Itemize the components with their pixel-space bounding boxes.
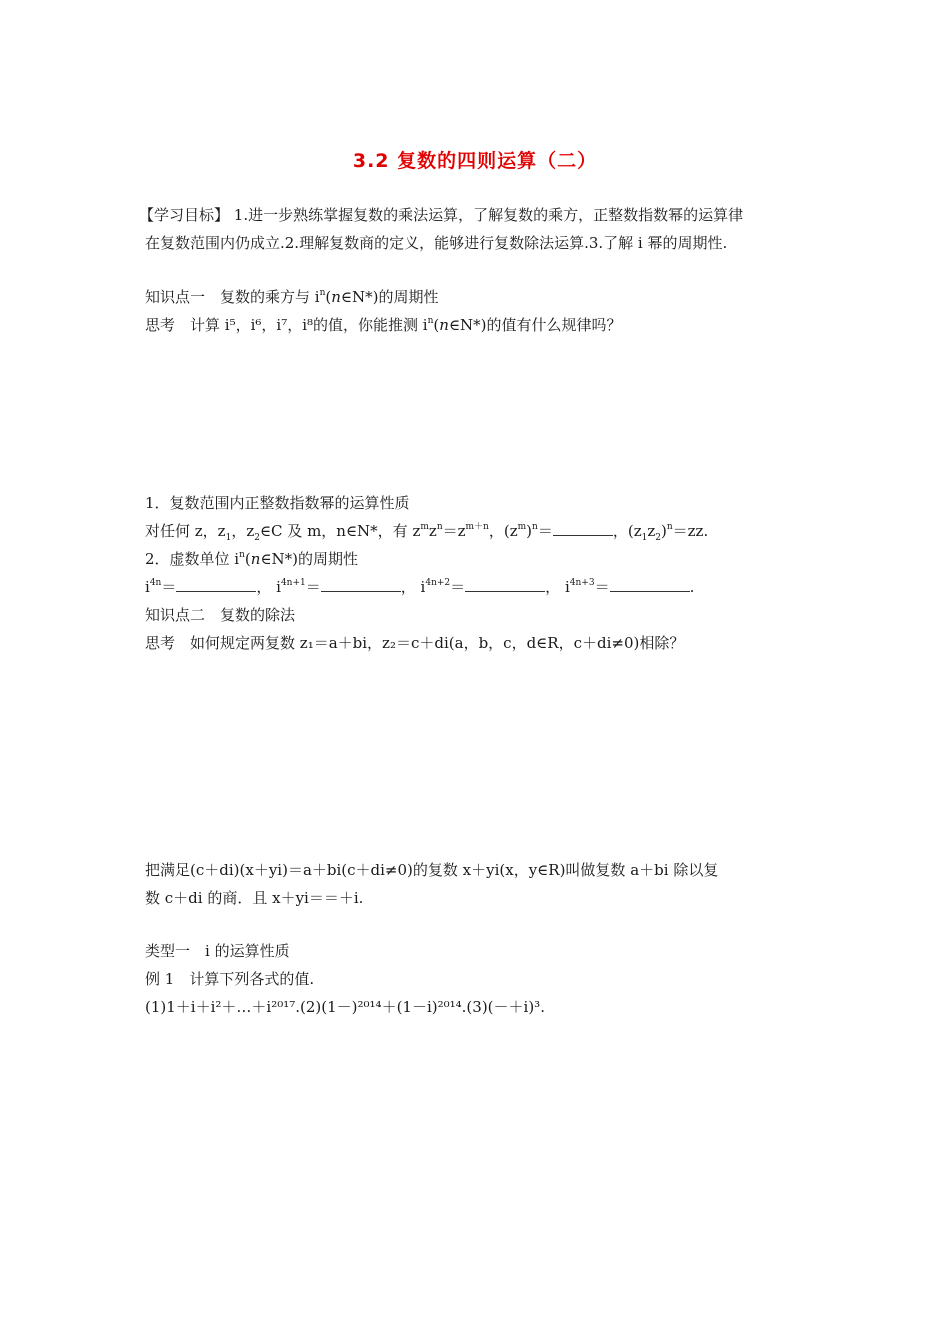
example-1-items: (1)1＋i＋i²＋…＋i²⁰¹⁷.(2)(1－)²⁰¹⁴＋(1－i)²⁰¹⁴.(3)(－＋i)³. [145, 998, 545, 1016]
answer-blank[interactable] [553, 521, 613, 536]
learning-goals-text: 1.进一步熟练掌握复数的乘法运算，了解复数的乘方，正整数指数幂的运算律 [233, 206, 744, 224]
think-label: 思考 [145, 316, 176, 334]
type-1-heading: 类型一 i 的运算性质 [145, 942, 290, 960]
think-question-1: 思考 计算 i⁵，i⁶，i⁷，i⁸的值，你能推测 $i^n(n\in N*)$的值有什么规律吗？ [145, 316, 622, 334]
property-2-blanks: $i^{4n}=$ ， $i^{4n+1}=$ ， $i^{4n+2}=$ ， $i^{4n+3}=$ . [145, 578, 695, 596]
property-1-heading: 1．复数范围内正整数指数幂的运算性质 [145, 494, 410, 512]
knowledge-point-1-heading: 知识点一 复数的乘方与 $i^n(n\in N*)$的周期性 [145, 288, 439, 306]
answer-blank[interactable] [321, 577, 401, 592]
property-1-statement: 对任何 z，$z_1$，$z_2\in C$ 及 m，n∈N*，有 $z^mz^n=z^{m+n}$，$(z^m)^n=$ ，$(z_1z_2)^n=zz$. [145, 522, 709, 543]
property-2-heading: 2．虚数单位 $i^n(n\in N*)$的周期性 [145, 550, 359, 568]
division-definition-line2: 数 c＋di 的商．且 x＋yi＝＝＋i. [145, 889, 364, 907]
page-title: 3.2 复数的四则运算（二） [352, 150, 598, 172]
knowledge-point-2-heading: 知识点二 复数的除法 [145, 606, 296, 624]
think-question-2: 思考 如何规定两复数 z₁＝a＋bi，z₂＝c＋di(a，b，c，d∈R，c＋di≠0)相除？ [145, 634, 685, 652]
answer-blank[interactable] [610, 577, 690, 592]
learning-goals-label: 【学习目标】 [139, 206, 230, 224]
learning-goals [139, 205, 743, 225]
learning-goals-line2: 在复数范围内仍成立.2.理解复数商的定义，能够进行复数除法运算.3.了解 i 幂的周期性. [145, 234, 728, 252]
example-1-heading: 例 1 计算下列各式的值. [145, 970, 315, 988]
think-label: 思考 [145, 634, 176, 652]
division-definition-line1: 把满足(c＋di)(x＋yi)＝a＋bi(c＋di≠0)的复数 x＋yi(x，y∈R)叫做复数 a＋bi 除以复 [145, 861, 719, 879]
answer-blank[interactable] [176, 577, 256, 592]
answer-blank[interactable] [465, 577, 545, 592]
